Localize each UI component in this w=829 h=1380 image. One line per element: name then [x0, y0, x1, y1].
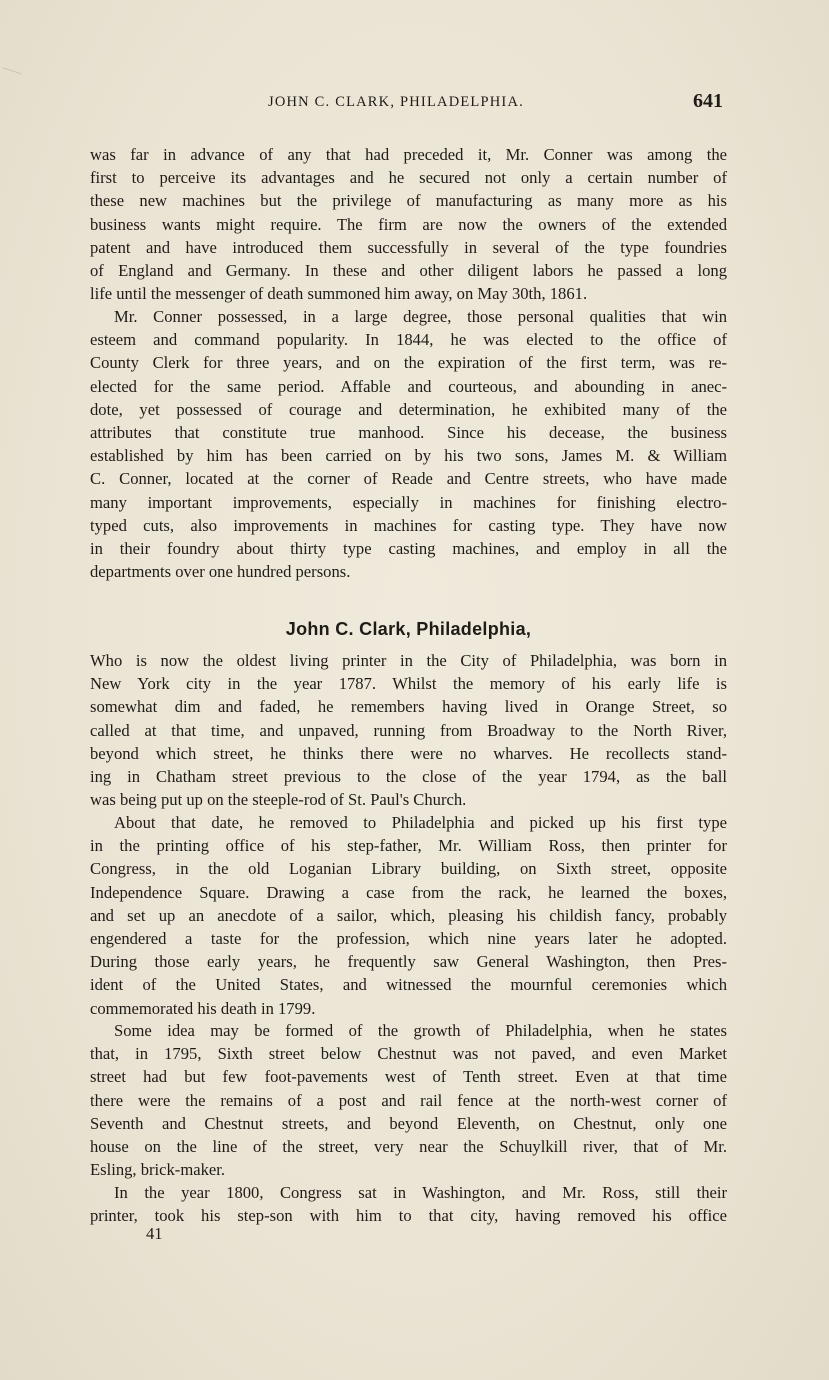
text-line: life until the messenger of death summoned him away, on May 30th, 1861.: [90, 284, 588, 304]
text-line: in their foundry about thirty type casting machines, and employ in all the: [90, 538, 727, 558]
text-line: Some idea may be formed of the growth of Philadelphia, when he states: [114, 1021, 727, 1040]
text-line: Esling, brick-maker.: [90, 1160, 226, 1180]
text-line: About that date, he removed to Philadelphia and picked up his first type: [114, 813, 727, 832]
text-line: departments over one hundred persons.: [90, 562, 351, 582]
section-heading: John C. Clark, Philadelphia,: [285, 619, 532, 639]
text-line: there were the remains of a post and rail fence at the north-west corner of: [90, 1090, 727, 1110]
text-line: established by him has been carried on by his two sons, James M. & William: [90, 446, 727, 466]
signature-mark: 41: [146, 1224, 163, 1243]
text-line: esteem and command popularity. In 1844, he was elected to the office of: [90, 330, 727, 350]
text-line: printer, took his step-son with him to that city, having removed his office: [90, 1206, 727, 1226]
text-line: Mr. Conner possessed, in a large degree, those personal qualities that win: [114, 307, 727, 326]
text-line: New York city in the year 1787. Whilst the memory of his early life is: [90, 674, 727, 694]
running-head: [90, 92, 727, 116]
text-line: engendered a taste for the profession, which nine years later he adopted.: [90, 928, 727, 948]
page-edge-mark: [0, 67, 22, 87]
text-line: house on the line of the street, very near the Schuylkill river, that of Mr.: [90, 1136, 727, 1156]
text-line: In the year 1800, Congress sat in Washington, and Mr. Ross, still their: [114, 1183, 727, 1202]
text-line: C. Conner, located at the corner of Reade and Centre streets, who have made: [90, 469, 727, 489]
text-line: commemorated his death in 1799.: [90, 998, 316, 1018]
running-title: JOHN C. CLARK, PHILADELPHIA.: [268, 94, 524, 110]
text-line: was being put up on the steeple-rod of St. Paul's Church.: [90, 790, 467, 810]
text-line: ident of the United States, and witnessed the mournful ceremonies which: [90, 975, 727, 995]
paragraph-philadelphia-growth: [90, 1019, 727, 1181]
text-line: these new machines but the privilege of manufacturing as many more as his: [90, 191, 727, 211]
text-line: was far in advance of any that had preceded it, Mr. Conner was among the: [90, 145, 727, 164]
paragraph-conner-qualities: [90, 305, 727, 583]
text-line: dote, yet possessed of courage and determination, he exhibited many of the: [90, 399, 727, 419]
text-line: beyond which street, he thinks there were no wharves. He recollects stand-: [90, 743, 727, 763]
text-line: many important improvements, especially in machines for finishing electro-: [90, 492, 727, 512]
text-line: Congress, in the old Loganian Library building, on Sixth street, opposite: [90, 859, 727, 879]
text-line: of England and Germany. In these and other diligent labors he passed a long: [90, 260, 727, 280]
text-line: elected for the same period. Affable and courteous, and abounding in anec-: [90, 376, 727, 396]
text-line: first to perceive its advantages and he secured not only a certain number of: [90, 168, 727, 188]
text-line: in the printing office of his step-father, Mr. William Ross, then printer for: [90, 836, 727, 856]
text-line: business wants might require. The firm are now the owners of the extended: [90, 214, 727, 234]
paragraph-continuation: [90, 143, 727, 305]
paragraph-printing-office: [90, 811, 727, 1020]
text-line: called at that time, and unpaved, running from Broadway to the North River,: [90, 720, 727, 740]
text-line: somewhat dim and faded, he remembers having lived in Orange Street, so: [90, 697, 727, 717]
text-line: Seventh and Chestnut streets, and beyond Eleventh, on Chestnut, only one: [90, 1113, 727, 1133]
text-line: typed cuts, also improvements in machines for casting type. They have now: [90, 515, 727, 535]
paragraph-washington: [90, 1181, 727, 1227]
text-line: attributes that constitute true manhood. Since his decease, the business: [90, 422, 727, 442]
text-line: County Clerk for three years, and on the expiration of the first term, was re-: [90, 353, 727, 373]
text-line: street had but few foot-pavements west of Tenth street. Even at that time: [90, 1067, 727, 1087]
text-line: ing in Chatham street previous to the close of the year 1794, as the ball: [90, 766, 727, 786]
text-line: that, in 1795, Sixth street below Chestnut was not paved, and even Market: [90, 1044, 727, 1064]
text-line: Independence Square. Drawing a case from the rack, he learned the boxes,: [90, 882, 727, 902]
page-number: 641: [693, 90, 723, 112]
paragraph-clark-intro: [90, 649, 727, 811]
text-line: and set up an anecdote of a sailor, which, pleasing his childish fancy, probably: [90, 905, 727, 925]
text-line: Who is now the oldest living printer in the City of Philadelphia, was born in: [90, 651, 727, 670]
text-line: During those early years, he frequently saw General Washington, then Pres-: [90, 952, 727, 972]
text-line: patent and have introduced them successfully in several of the type foundries: [90, 237, 727, 257]
